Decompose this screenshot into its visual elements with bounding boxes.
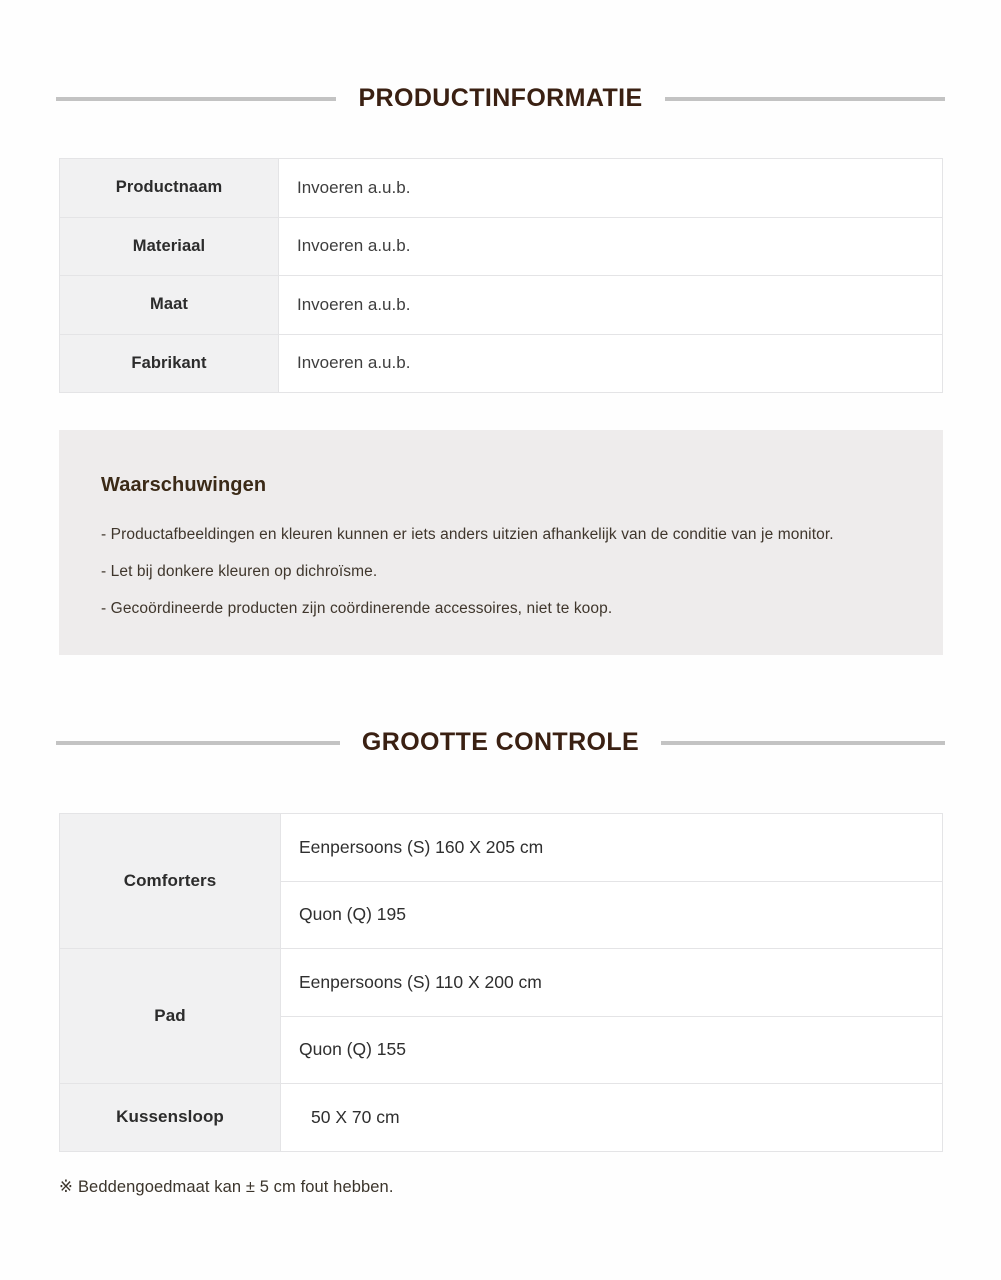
table-row [60, 334, 943, 393]
row-value-productnaam: Invoeren a.u.b. [279, 159, 943, 218]
warnings-title: Waarschuwingen [101, 474, 267, 496]
row-label-pad: Pad [60, 949, 281, 1084]
product-info-table [59, 158, 943, 393]
row-value-pad-queen: Quon (Q) 155 [281, 1016, 943, 1084]
table-row [60, 949, 943, 1017]
warning-item: - Productafbeeldingen en kleuren kunnen er iets anders uitzien afhankelijk van de conditie van je monitor. [101, 526, 834, 543]
size-footnote [59, 1177, 394, 1197]
warning-item: - Let bij donkere kleuren op dichroïsme. [101, 562, 378, 580]
row-value-kussensloop: 50 X 70 cm [281, 1084, 943, 1152]
table-row [60, 217, 943, 276]
size-check-table [59, 813, 943, 1152]
size-check-title: GROOTTE CONTROLE [361, 728, 640, 756]
table-row [60, 814, 943, 882]
row-label-kussensloop: Kussensloop [60, 1084, 281, 1152]
row-value-comforters-single: Eenpersoons (S) 160 X 205 cm [281, 814, 943, 882]
row-value-fabrikant: Invoeren a.u.b. [279, 334, 943, 393]
table-row [60, 276, 943, 335]
size-footnote-text: Beddengoedmaat kan ± 5 cm fout hebben. [77, 1178, 394, 1196]
row-value-pad-single: Eenpersoons (S) 110 X 200 cm [281, 949, 943, 1017]
row-label-materiaal: Materiaal [60, 217, 279, 276]
warnings-list [101, 525, 901, 620]
table-row [60, 159, 943, 218]
row-value-comforters-queen: Quon (Q) 195 [281, 881, 943, 949]
page-title: PRODUCTINFORMATIE [358, 84, 643, 112]
heading-rule-right [665, 97, 945, 101]
section-heading-product-info [0, 84, 1001, 113]
heading-rule-left [56, 97, 336, 101]
row-label-comforters: Comforters [60, 814, 281, 949]
warnings-panel [59, 430, 943, 655]
reference-mark-icon: ※ [59, 1178, 73, 1196]
table-row [60, 1084, 943, 1152]
heading-rule-left [56, 741, 340, 745]
row-label-fabrikant: Fabrikant [60, 334, 279, 393]
warning-item: - Gecoördineerde producten zijn coördinerende accessoires, niet te koop. [101, 599, 613, 617]
heading-rule-right [661, 741, 945, 745]
row-label-maat: Maat [60, 276, 279, 335]
row-value-maat: Invoeren a.u.b. [279, 276, 943, 335]
row-value-materiaal: Invoeren a.u.b. [279, 217, 943, 276]
section-heading-size-check [0, 728, 1001, 757]
row-label-productnaam: Productnaam [60, 159, 279, 218]
